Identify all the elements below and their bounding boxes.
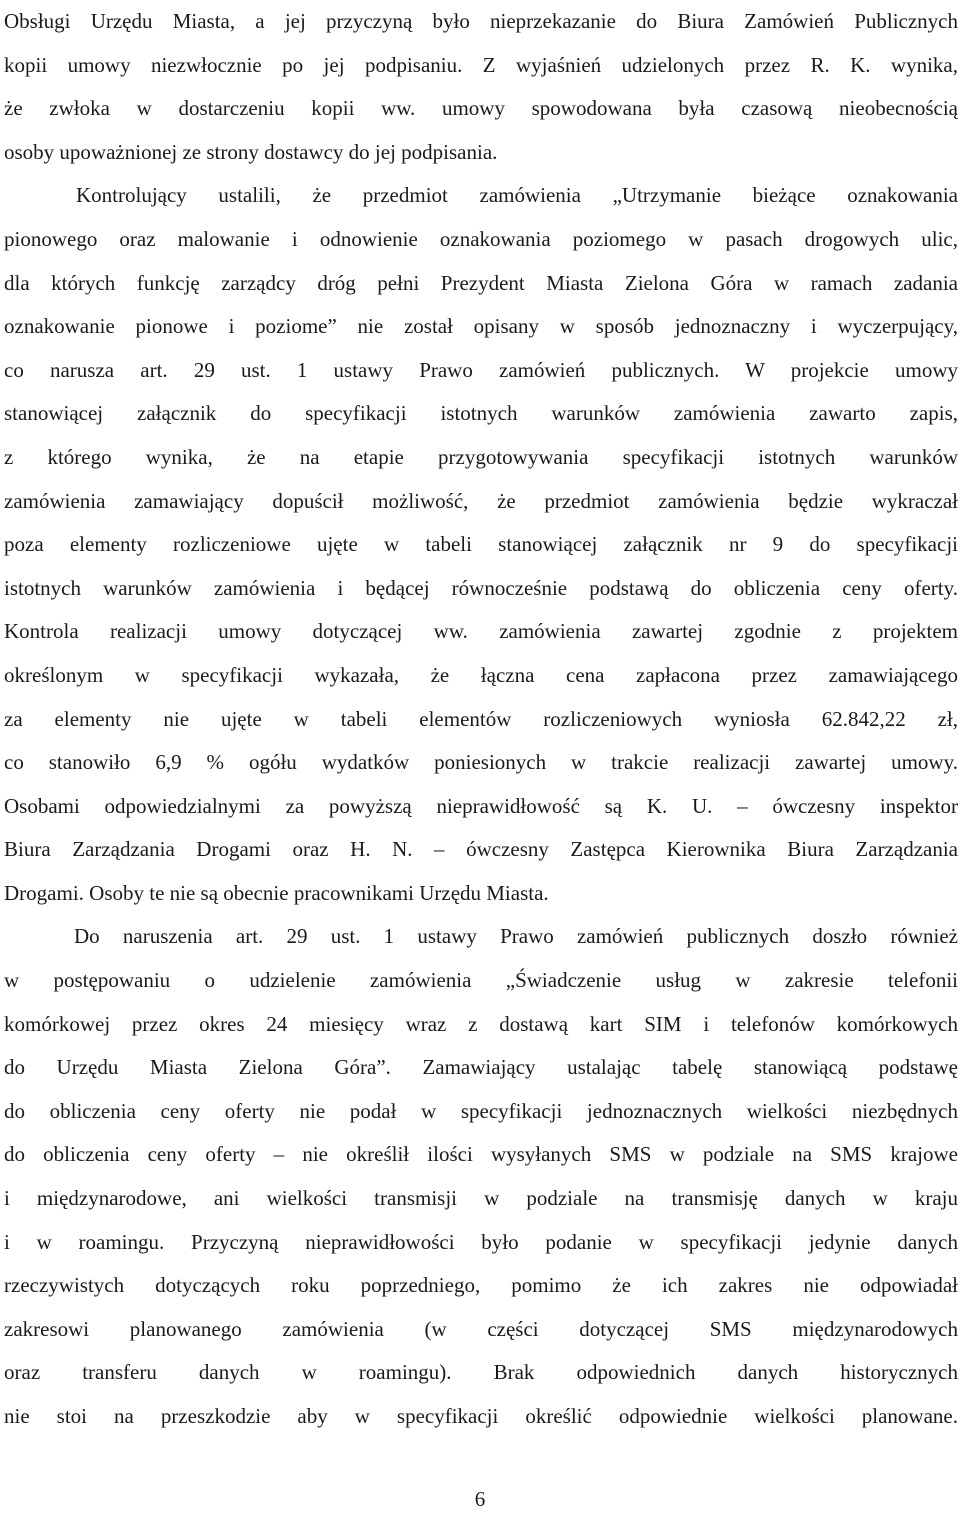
text-line: do obliczenia ceny oferty – nie określił ilości wysyłanych SMS w podziale na SMS krajowe [4,1142,958,1167]
text-line: osoby upoważnionej ze strony dostawcy do jej podpisania. [4,139,498,164]
text-line: dla których funkcję zarządcy dróg pełni Prezydent Miasta Zielona Góra w ramach zadania [4,270,958,295]
text-line: Drogami. Osoby te nie są obecnie pracownikami Urzędu Miasta. [4,880,549,905]
page-number: 6 [474,1487,486,1511]
text-line: określonym w specyfikacji wykazała, że łączna cena zapłacona przez zamawiającego [4,662,958,687]
text-line: rzeczywistych dotyczących roku poprzedniego, pomimo że ich zakres nie odpowiadał [4,1273,958,1298]
text-line: do Urzędu Miasta Zielona Góra”. Zamawiający ustalając tabelę stanowiącą podstawę [4,1055,958,1080]
text-line: istotnych warunków zamówienia i będącej równocześnie podstawą do obliczenia ceny oferty. [4,575,958,600]
text-line: poza elementy rozliczeniowe ujęte w tabeli stanowiącej załącznik nr 9 do specyfikacji [4,532,958,557]
text-line: co narusza art. 29 ust. 1 ustawy Prawo zamówień publicznych. W projekcie umowy [4,357,958,382]
text-line: za elementy nie ujęte w tabeli elementów rozliczeniowych wyniosła 62.842,22 zł, [4,706,958,731]
text-line: Kontrola realizacji umowy dotyczącej ww. zamówienia zawartej zgodnie z projektem [4,619,958,644]
text-line: nie stoi na przeszkodzie aby w specyfikacji określić odpowiednie wielkości planowane. [4,1404,958,1428]
text-line: i w roamingu. Przyczyną nieprawidłowości było podanie w specyfikacji jedynie danych [4,1229,958,1254]
text-line: Do naruszenia art. 29 ust. 1 ustawy Prawo zamówień publicznych doszło również [74,924,958,949]
paragraph-3 [4,915,958,1438]
text-line: zakresowi planowanego zamówienia (w części dotyczącej SMS międzynarodowych [4,1316,958,1341]
text-line: Biura Zarządzania Drogami oraz H. N. – ówczesny Zastępca Kierownika Biura Zarządzania [4,837,958,862]
paragraph-2 [4,174,958,915]
document-page [4,0,958,1439]
text-line: i międzynarodowe, ani wielkości transmisji w podziale na transmisję danych w kraju [4,1186,958,1211]
text-line: pionowego oraz malowanie i odnowienie oznakowania poziomego w pasach drogowych ulic, [4,226,958,251]
text-line: oraz transferu danych w roamingu). Brak odpowiednich danych historycznych [4,1360,958,1385]
text-line: Osobami odpowiedzialnymi za powyższą nieprawidłowość są K. U. – ówczesny inspektor [4,793,958,818]
text-line: do obliczenia ceny oferty nie podał w specyfikacji jednoznacznych wielkości niezbędnych [4,1098,958,1123]
text-line: w postępowaniu o udzielenie zamówienia „Świadczenie usług w zakresie telefonii [4,968,958,993]
paragraph-1 [4,0,958,174]
text-line: oznakowanie pionowe i poziome” nie został opisany w sposób jednoznaczny i wyczerpujący, [4,314,958,339]
text-line: że zwłoka w dostarczeniu kopii ww. umowy spowodowana była czasową nieobecnością [4,96,958,121]
text-line: komórkowej przez okres 24 miesięcy wraz z dostawą kart SIM i telefonów komórkowych [4,1011,958,1036]
text-line: Kontrolujący ustalili, że przedmiot zamówienia „Utrzymanie bieżące oznakowania [76,183,958,208]
text-line: co stanowiło 6,9 % ogółu wydatków poniesionych w trakcie realizacji zawartej umowy. [4,750,958,775]
text-line: kopii umowy niezwłocznie po jej podpisaniu. Z wyjaśnień udzielonych przez R. K. wynika, [4,52,958,77]
text-line: z którego wynika, że na etapie przygotowywania specyfikacji istotnych warunków [4,444,958,469]
text-line: zamówienia zamawiający dopuścił możliwość, że przedmiot zamówienia będzie wykraczał [4,488,958,513]
text-line: Obsługi Urzędu Miasta, a jej przyczyną było nieprzekazanie do Biura Zamówień Publicznych [4,9,958,33]
text-line: stanowiącej załącznik do specyfikacji istotnych warunków zamówienia zawarto zapis, [4,401,958,426]
